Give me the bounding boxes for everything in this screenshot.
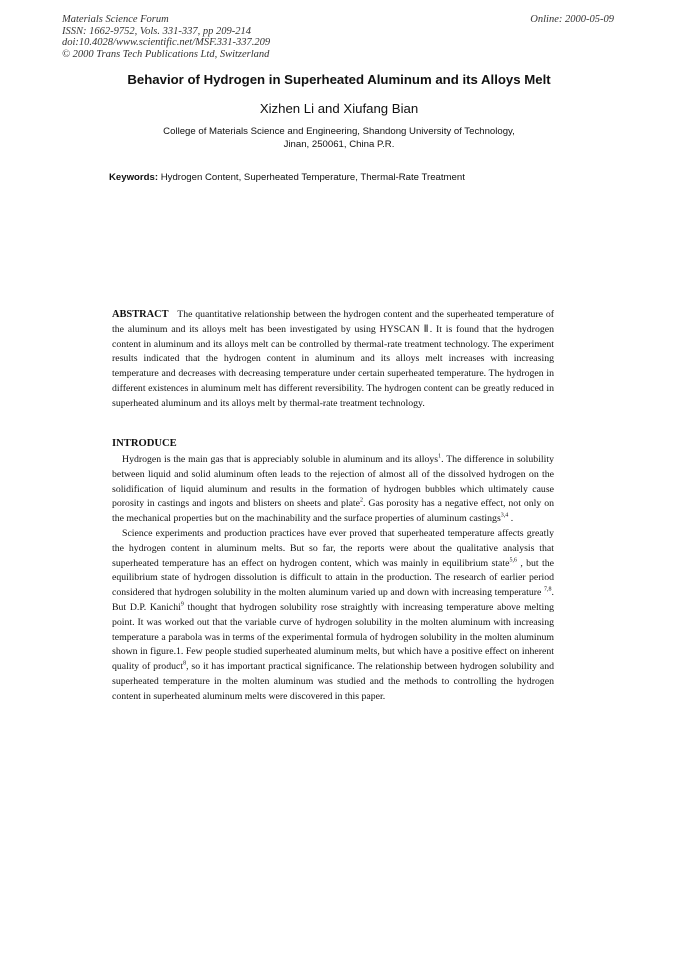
journal-citation-header bbox=[62, 14, 362, 60]
citation-ref: 7,8 bbox=[544, 586, 552, 593]
citation-ref: 8 bbox=[183, 660, 187, 667]
affiliation-line: College of Materials Science and Engineering, Shandong University of Technology, bbox=[163, 126, 515, 137]
journal-doi: doi:10.4028/www.scientific.net/MSF.331-337.209 bbox=[62, 37, 271, 48]
introduction-body bbox=[112, 453, 554, 705]
abstract-label: ABSTRACT bbox=[112, 309, 169, 320]
keywords-text: Hydrogen Content, Superheated Temperature, Thermal-Rate Treatment bbox=[160, 172, 465, 183]
paragraph-text: , but the equilibrium state of hydrogen dissolution is difficult to attain in the production. The research of earlier period considered that hydrogen solubility in the molten aluminum varied up and down with increasing temperature bbox=[112, 557, 554, 599]
citation-ref: 1 bbox=[438, 453, 442, 460]
paragraph-text: Science experiments and production practices have ever proved that superheated temperature affects greatly the hydrogen content in aluminum melts. But so far, the reports were about the qualitative analysis that superheated temperature has an effect on hydrogen content, which was mainly in equilibrium state bbox=[112, 527, 554, 569]
paragraph-text: Hydrogen is the main gas that is appreciably soluble in aluminum and its alloys bbox=[122, 454, 439, 465]
citation-ref: 2 bbox=[360, 498, 363, 505]
section-heading: INTRODUCE bbox=[112, 438, 177, 449]
paragraph bbox=[112, 453, 554, 527]
paragraph-text: . bbox=[508, 513, 514, 525]
online-date: Online: 2000-05-09 bbox=[530, 14, 614, 25]
paragraph-text: . Gas porosity has a negative effect, not only on the mechanical properties but on the machinability and the surface properties of aluminum castings bbox=[112, 498, 554, 525]
citation-ref: 5,6 bbox=[509, 557, 517, 564]
affiliation bbox=[100, 126, 578, 151]
affiliation-line: Jinan, 250061, China P.R. bbox=[283, 138, 395, 150]
citation-ref: 3,4 bbox=[500, 512, 509, 519]
citation-ref: 9 bbox=[180, 601, 184, 608]
journal-issn: ISSN: 1662-9752, Vols. 331-337, pp 209-214 bbox=[62, 25, 251, 37]
paper-authors: Xizhen Li and Xiufang Bian bbox=[259, 101, 419, 116]
paragraph-text: thought that hydrogen solubility rose straightly with increasing temperature above melting point. It was worked out that the variable curve of hydrogen solubility in the molten aluminum with increasing temperature a parabola was in terms of the experimental formula of hydrogen solubility in the molten aluminum shown in figure.1. Few people studied superheated aluminum melts, but which have a positive effect on inherent quality of product bbox=[112, 601, 554, 673]
paragraph-text: . The difference in solubility between liquid and solid aluminum often leads to the rejection of almost all of the dissolved hydrogen on the solidification of liquid aluminum and results in the formation of hydrogen bubbles which ultimately cause porosity in castings and ingots and blisters on sheets and plate bbox=[112, 454, 554, 510]
paper-title: Behavior of Hydrogen in Superheated Aluminum and its Alloys Melt bbox=[127, 72, 551, 87]
keywords-label: Keywords: bbox=[109, 172, 159, 183]
paragraph-text: , so it has important practical significance. The relationship between hydrogen solubility and superheated temperature in the molten aluminum was studied and the methods to controlling the hydrogen content in superheated aluminum melts were discovered in this paper. bbox=[112, 661, 554, 702]
paragraph bbox=[112, 527, 554, 705]
abstract-text: The quantitative relationship between the hydrogen content and the superheated temperature of the aluminum and its alloys melt has been investigated by using HYSCAN Ⅱ. It is found that the hydrogen content in aluminum and its alloys melt can be controlled by thermal-rate treatment technology. The experiment results indicated that the hydrogen content in aluminum and its alloys melt increases with increasing temperature and decreases with decreasing temperature under certain superheated temperature. The hydrogen in different existences in aluminum melt has different reversibility. The hydrogen content can be greatly reduced in superheated aluminum and its alloys melt by thermal-rate treatment technology. bbox=[112, 309, 554, 409]
paragraph-text: . But D.P. Kanichi bbox=[112, 587, 554, 613]
journal-name: Materials Science Forum bbox=[62, 14, 169, 25]
abstract bbox=[112, 308, 554, 412]
keywords bbox=[109, 172, 465, 183]
journal-copyright: © 2000 Trans Tech Publications Ltd, Switzerland bbox=[62, 48, 270, 60]
